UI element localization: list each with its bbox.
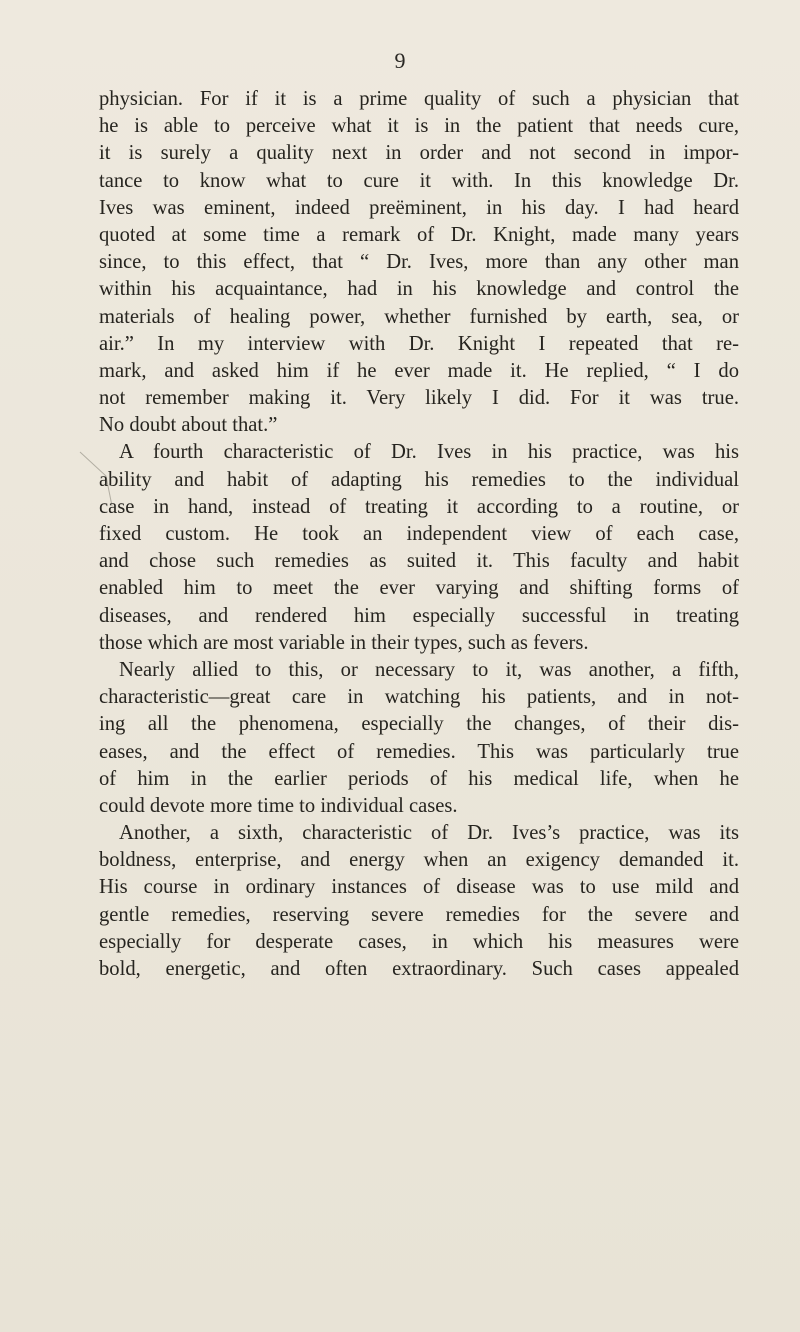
text-line: since, to this effect, that “ Dr. Ives, more than any other man [99, 251, 739, 274]
text-line: case in hand, instead of treating it according to a routine, or [99, 495, 739, 518]
text-line: it is surely a quality next in order and not second in impor- [99, 142, 739, 165]
text-line: could devote more time to individual cases. [99, 794, 458, 817]
text-line: A fourth characteristic of Dr. Ives in his practice, was his [119, 441, 739, 464]
text-line: eases, and the effect of remedies. This was particularly true [99, 740, 739, 763]
text-line: enabled him to meet the ever varying and shifting forms of [99, 577, 739, 600]
text-line: ing all the phenomena, especially the changes, of their dis- [99, 713, 739, 736]
text-line: of him in the earlier periods of his medical life, when he [99, 767, 739, 790]
text-line: and chose such remedies as suited it. This faculty and habit [99, 550, 739, 573]
page-number: 9 [394, 48, 406, 73]
text-line: bold, energetic, and often extraordinary. Such cases appealed [99, 958, 739, 980]
text-line: air.” In my interview with Dr. Knight I repeated that re- [99, 332, 739, 355]
text-line: not remember making it. Very likely I did. For it was true. [99, 387, 739, 410]
paragraph-1 [99, 86, 739, 439]
text-line: those which are most variable in their types, such as fevers. [99, 631, 589, 654]
paragraph-3 [99, 657, 739, 820]
text-line: mark, and asked him if he ever made it. He replied, “ I do [99, 359, 739, 382]
text-line: he is able to perceive what it is in the patient that needs cure, [99, 115, 739, 138]
text-line: ability and habit of adapting his remedies to the individual [99, 468, 739, 491]
text-line: Another, a sixth, characteristic of Dr. Ives’s practice, was its [119, 822, 739, 845]
text-line: tance to know what to cure it with. In this knowledge Dr. [99, 169, 739, 192]
text-line: gentle remedies, reserving severe remedies for the severe and [99, 903, 739, 926]
text-line: materials of healing power, whether furnished by earth, sea, or [99, 305, 739, 328]
paragraph-2 [99, 439, 739, 657]
text-line: especially for desperate cases, in which his measures were [99, 930, 739, 953]
text-line: Ives was eminent, indeed preëminent, in his day. I had heard [99, 196, 739, 219]
paragraph-4 [99, 820, 739, 983]
text-line: physician. For if it is a prime quality of such a physician that [99, 88, 739, 110]
text-line: His course in ordinary instances of disease was to use mild and [99, 876, 739, 899]
text-line: diseases, and rendered him especially successful in treating [99, 604, 739, 627]
text-line: fixed custom. He took an independent view of each case, [99, 523, 739, 545]
text-line: No doubt about that.” [99, 414, 278, 437]
text-line: boldness, enterprise, and energy when an exigency demanded it. [99, 849, 739, 872]
body-text [99, 86, 739, 983]
text-line: Nearly allied to this, or necessary to it, was another, a fifth, [119, 658, 739, 681]
text-line: quoted at some time a remark of Dr. Knight, made many years [99, 223, 739, 246]
text-line: characteristic—great care in watching his patients, and in not- [99, 686, 739, 709]
text-line: within his acquaintance, had in his knowledge and control the [99, 278, 739, 301]
